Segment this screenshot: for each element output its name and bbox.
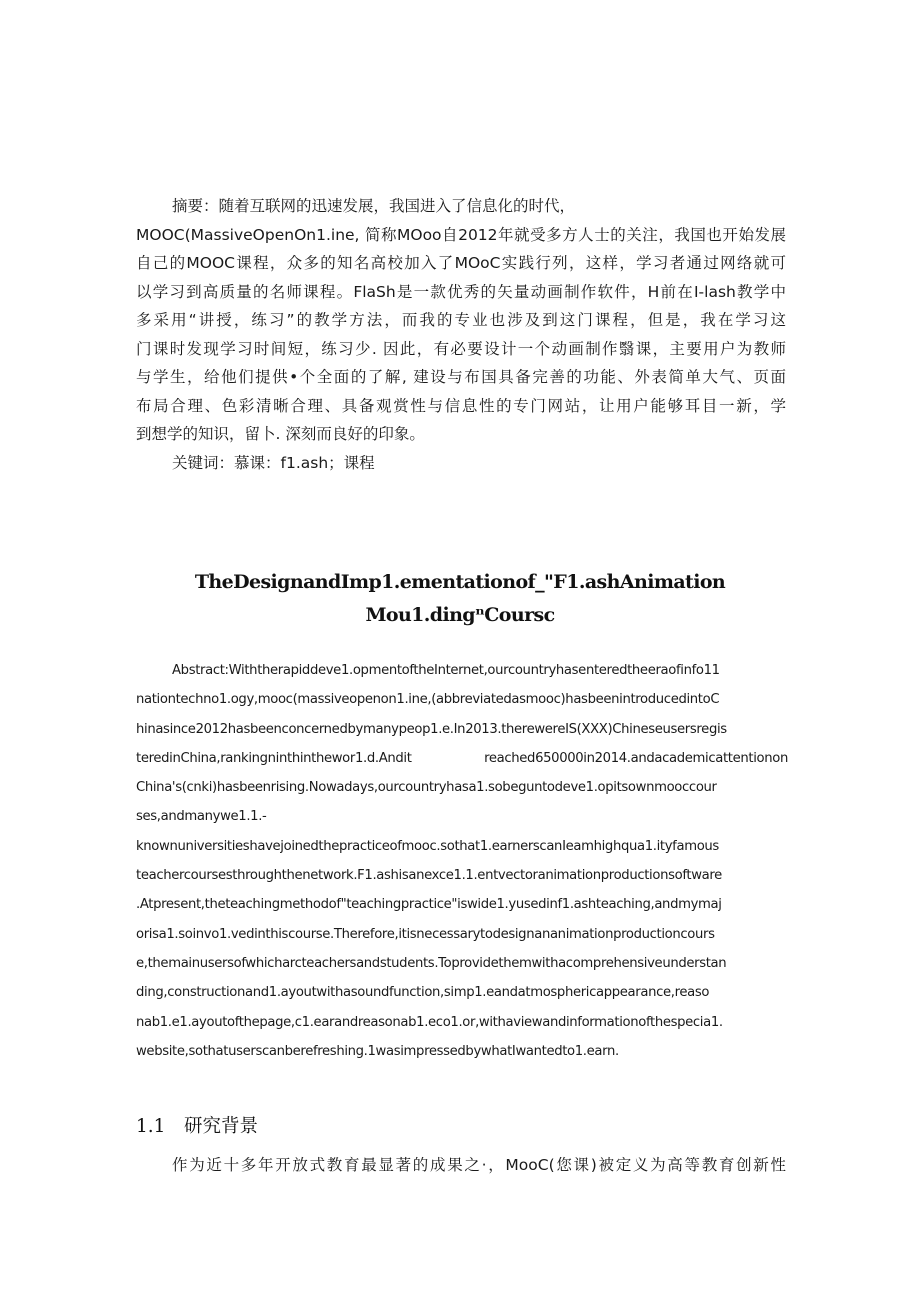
abstract-zh-line: 布局合理、色彩清晰合理、具备观赏性与信息性的专门网站，让用户能够耳目一新，学 [136,396,786,415]
abstract-zh-line: MOOC(MassiveOpenOn1.ine, 简称MOoo自2012年就受多方人士的关注，我国也开始发展 [136,225,786,244]
section-heading [136,1112,258,1142]
abstract-zh-line: 与学生，给他们提供•个全面的了解, 建设与布国具备完善的功能、外表简单大气、页面 [136,368,786,386]
abstract-en-line: nab1.e1.ayoutofthepage,c1.earandreasonab1.eco1.or,withaviewandinformationofthespecia1. [136,1014,723,1030]
abstract-en-line: teachercoursesthroughthenetwork.F1.ashisanexce1.1.entvectoranimationproductionsoftware [136,868,722,884]
abstract-en-line: ses,andmanywe1.1.- [136,809,267,825]
abstract-en-line: knownuniversitieshavejoinedthepracticeofmooc.sothat1.earnerscanIeamhighqua1.ityfamous [136,838,719,854]
section-body-line: 作为近十多年开放式教育最显著的成果之·，MooC(您课)被定义为高等教育创新性 [172,1156,786,1174]
abstract-zh-line: 到想学的知识，留卜. 深刻而良好的印象。 [136,425,425,443]
chinese-abstract [136,192,786,477]
english-title-line-1: TheDesignandImp1.ementationof_"F1.ashAnimation [194,571,726,593]
abstract-en-line: China's(cnki)hasbeenrising.Nowadays,ourcountryhasa1.sobeguntodeve1.opitsownmooccour [136,780,717,796]
section-body [136,1151,786,1180]
abstract-en-line: nationtechno1.ogy,mooc(massiveopenon1.ine,(abbreviatedasmooc)hasbeenintroducedintoC [136,692,720,708]
abstract-zh-line: 以学习到高质量的名师课程。FlaSh是一款优秀的矢量动画制作软件，H前在I-lash教学中 [136,282,786,301]
abstract-zh-line: 门课时发现学习时间短，练习少. 因此，有必要设计一个动画制作翳课，主要用户为教师 [136,339,786,358]
abstract-en-line: hinasince2012hasbeenconcernedbymanypeop1.e.In2013.therewereIS(XXX)Chineseusersregis [136,721,727,737]
abstract-en-line: website,sothatuserscanberefreshing.1wasimpressedbywhatIwantedto1.earn. [136,1043,619,1059]
section-title: 研究背景 [184,1116,259,1137]
abstract-en-line: teredinChina,rankingninthinthewor1.d.Andit reached650000in2014.andacademicattentionon [136,750,788,766]
abstract-en-line: orisa1.soinvo1.vedinthiscourse.Therefore,itisnecessarytodesignananimationproductioncours [136,926,715,942]
keywords: 关键词：慕课：f1.ash；课程 [172,453,375,472]
abstract-en-line: e,themainusersofwhicharcteachersandstudents.Toprovidethemwithacomprehensiveunderstan [136,955,727,971]
english-title-line-2: Mou1.dingⁿCoursc [365,604,555,626]
abstract-en-line: ding,constructionand1.ayoutwithasoundfunction,simp1.eandatmosphericappearance,reaso [136,985,710,1001]
section-number: 1.1 [136,1116,166,1137]
abstract-en-line: .Atpresent,theteachingmethodof"teachingpractice"iswide1.yusedinf1.ashteaching,andmymaj [136,897,722,913]
abstract-en-line: Abstract:Withtherapiddeve1.opmentoftheInternet,ourcountryhasenteredtheeraofinfo11 [172,663,720,678]
abstract-zh-line: 多采用“讲授，练习”的教学方法，而我的专业也涉及到这门课程，但是，我在学习这 [136,311,786,329]
abstract-zh-line: 自己的MOOC课程，众多的知名高校加入了MOoC实践行列，这样，学习者通过网络就可 [136,254,786,272]
abstract-zh-line: 摘要：随着互联网的迅速发展，我国进入了信息化的时代， [172,197,576,215]
english-abstract [136,656,788,1066]
